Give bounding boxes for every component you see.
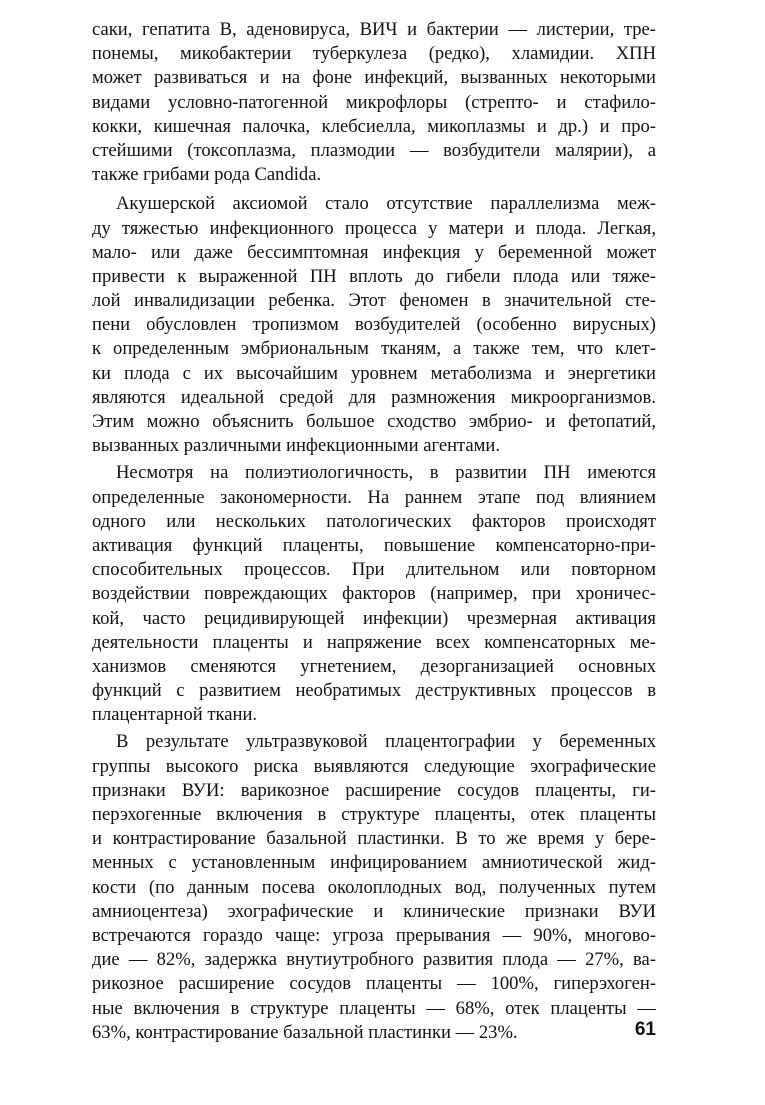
page-number: 61 bbox=[634, 1019, 656, 1040]
text-line: встречаются гораздо чаще: угроза прерывания — 90%, многово- bbox=[92, 924, 656, 946]
text-line: кокки, кишечная палочка, клебсиелла, микоплазмы и др.) и про- bbox=[92, 115, 656, 137]
text-line: плацентарной ткани. bbox=[92, 704, 258, 726]
text-line: амниоцентеза) эхографические и клинические признаки ВУИ bbox=[92, 900, 656, 922]
text-line: ные включения в структуре плаценты — 68%, отек плаценты — bbox=[92, 997, 656, 1019]
text-line: мало- или даже бессимптомная инфекция у беременной может bbox=[92, 241, 656, 263]
text-line: саки, гепатита В, аденовируса, ВИЧ и бактерии — листерии, тре- bbox=[92, 19, 656, 40]
paragraph-3 bbox=[92, 461, 656, 727]
text-line: Этим можно объяснить большое сходство эмбрио- и фетопатий, bbox=[92, 411, 656, 432]
text-line: кости (по данным посева околоплодных вод, полученных путем bbox=[92, 876, 656, 898]
text-line: к определенным эмбриональным тканям, а также тем, что клет- bbox=[92, 338, 656, 360]
paragraph-4 bbox=[92, 730, 656, 1044]
text-line: рикозное расширение сосудов плаценты — 100%, гиперэхоген- bbox=[92, 973, 656, 995]
text-line: признаки ВУИ: варикозное расширение сосудов плаценты, ги- bbox=[92, 779, 656, 801]
text-line: и контрастирование базальной пластинки. В то же время у бере- bbox=[92, 828, 656, 850]
text-line: воздействии повреждающих факторов (например, при хроничес- bbox=[92, 583, 656, 605]
text-line: также грибами рода Candida. bbox=[92, 164, 322, 186]
text-line: ханизмов сменяются угнетением, дезорганизацией основных bbox=[92, 655, 656, 677]
text-line: дие — 82%, задержка внутиутробного развития плода — 27%, ва- bbox=[92, 949, 656, 971]
text-line: пени обусловлен тропизмом возбудителей (особенно вирусных) bbox=[92, 314, 656, 336]
text-line: стейшими (токсоплазма, плазмодии — возбудители малярии), а bbox=[92, 139, 656, 161]
text-line: группы высокого риска выявляются следующие эхографические bbox=[92, 755, 656, 777]
text-line: кой, часто рецидивирующей инфекции) чрезмерная активация bbox=[92, 607, 656, 629]
text-line: Несмотря на полиэтиологичность, в развитии ПН имеются bbox=[116, 462, 656, 484]
text-line: функций с развитием необратимых деструктивных процессов в bbox=[92, 680, 656, 702]
text-line: менных с установленным инфицированием амниотической жид- bbox=[92, 852, 656, 874]
paragraph-1 bbox=[92, 18, 656, 187]
text-line: ду тяжестью инфекционного процесса у матери и плода. Легкая, bbox=[92, 217, 656, 239]
text-line: активация функций плаценты, повышение компенсаторно-при- bbox=[92, 534, 656, 556]
text-line: В результате ультразвуковой плацентографии у беременных bbox=[116, 731, 656, 753]
text-line: одного или нескольких патологических факторов происходят bbox=[92, 510, 656, 532]
text-line: понемы, микобактерии туберкулеза (редко), хламидии. ХПН bbox=[92, 43, 656, 65]
text-line: ки плода с их высочайшим уровнем метаболизма и энергетики bbox=[92, 362, 656, 384]
text-line: может развиваться и на фоне инфекций, вызванных некоторыми bbox=[92, 67, 656, 89]
text-line: Акушерской аксиомой стало отсутствие параллелизма меж- bbox=[116, 193, 656, 215]
text-line: способительных процессов. При длительном или повторном bbox=[92, 559, 656, 581]
text-line: перэхогенные включения в структуре плаценты, отек плаценты bbox=[92, 804, 656, 825]
page-body bbox=[92, 18, 656, 1045]
text-line: лой инвалидизации ребенка. Этот феномен в значительной сте- bbox=[92, 290, 656, 312]
text-line: видами условно-патогенной микрофлоры (стрепто- и стафило- bbox=[92, 91, 656, 113]
paragraph-2 bbox=[92, 192, 656, 458]
text-line: 63%, контрастирование базальной пластинки — 23%. bbox=[92, 1021, 518, 1043]
text-line: привести к выраженной ПН вплоть до гибели плода или тяже- bbox=[92, 265, 656, 287]
text-line: определенные закономерности. На раннем этапе под влиянием bbox=[92, 486, 656, 508]
text-line: деятельности плаценты и напряжение всех компенсаторных ме- bbox=[92, 631, 656, 653]
text-line: являются идеальной средой для размножения микроорганизмов. bbox=[92, 386, 656, 408]
text-line: вызванных различными инфекционными агентами. bbox=[92, 435, 501, 457]
